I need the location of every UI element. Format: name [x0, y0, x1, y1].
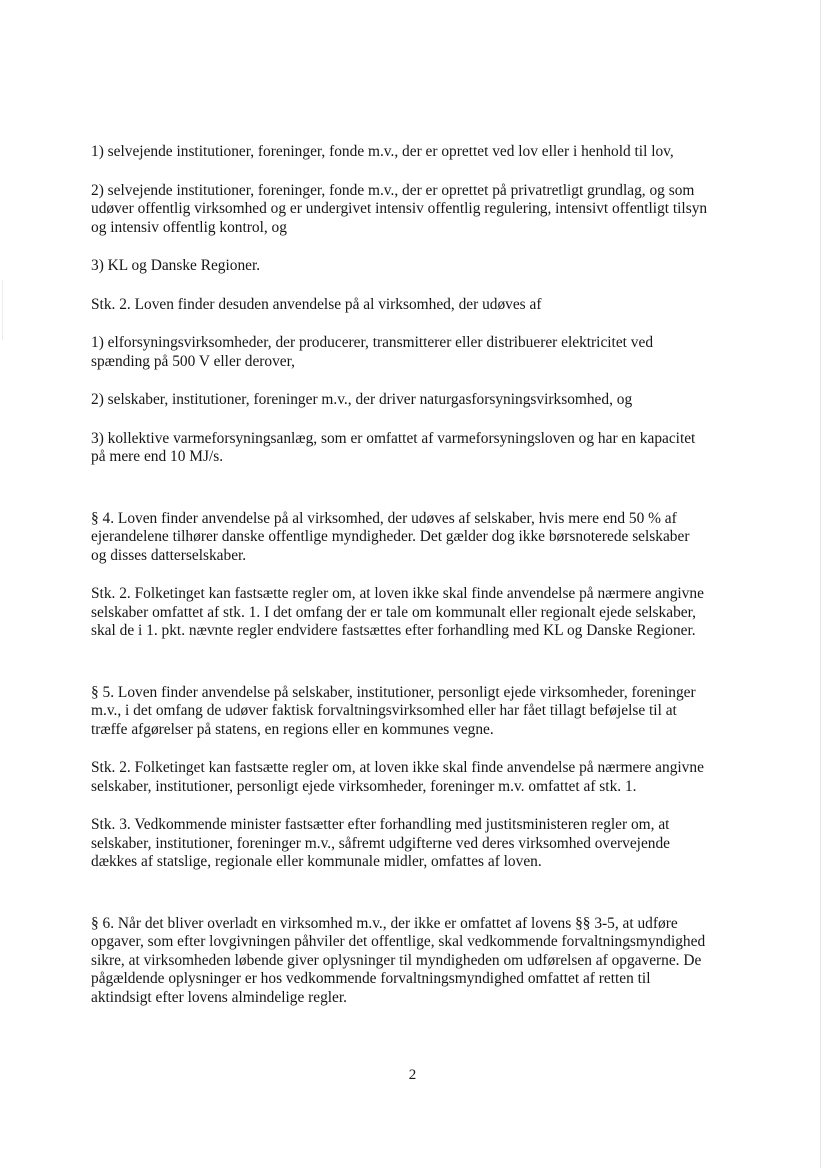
paragraph-section-5-stk2: Stk. 2. Folketinget kan fastsætte regler om, at loven ikke skal finde anvendelse på nærmere angivne selskaber, institutioner, personligt ejede virksomheder, foreninger m.v. omfattet af stk. 1.: [91, 759, 704, 795]
paragraph-item-3: 3) KL og Danske Regioner.: [91, 257, 261, 274]
page-number: 2: [408, 1067, 417, 1083]
paragraph-item-1: 1) selvejende institutioner, foreninger, fonde m.v., der er oprettet ved lov eller i henhold til lov,: [91, 143, 674, 160]
paragraph-stk2-item-1: 1) elforsyningsvirksomheder, der producerer, transmitterer eller distribuerer elektricitet ved spænding på 500 V eller derover,: [91, 334, 654, 370]
paragraph-section-6: § 6. Når det bliver overladt en virksomhed m.v., der ikke er omfattet af lovens §§ 3-5, at udføre opgaver, som efter lovgivningen påhviler det offentlige, skal vedkommende forvaltningsmyndighed sikre, at virksomheden løbende giver oplysninger til myndigheden om udførelsen af opgaverne. De pågældende oplysninger er hos vedkommende forvaltningsmyndighed omfattet af retten til aktindsigt efter lovens almindelige regler.: [91, 914, 706, 1006]
document-body: [91, 143, 741, 1007]
paragraph-section-5-stk3: Stk. 3. Vedkommende minister fastsætter efter forhandling med justitsministeren regler om, at selskaber, institutioner, foreninger m.v., såfremt udgifterne ved deres virksomhed overvejende dækkes af statslige, regionale eller kommunale midler, omfattes af loven.: [91, 816, 671, 870]
scan-edge-right: [820, 0, 821, 1168]
paragraph-stk2-intro: Stk. 2. Loven finder desuden anvendelse på al virksomhed, der udøves af: [91, 295, 542, 313]
paragraph-item-2: 2) selvejende institutioner, foreninger, fonde m.v., der er oprettet på privatretligt grundlag, og som udøver offentlig virksomhed og er undergivet intensiv offentlig regulering, intensivt offentligt tilsyn og intensiv offentlig kontrol, og: [91, 181, 708, 236]
paragraph-section-5: § 5. Loven finder anvendelse på selskaber, institutioner, personligt ejede virksomheder, foreninger m.v., i det omfang de udøver faktisk forvaltningsvirksomhed eller har fået tillagt beføjelse til at træffe afgørelser på statens, en regions eller en kommunes vegne.: [91, 683, 696, 738]
paragraph-section-4: § 4. Loven finder anvendelse på al virksomhed, der udøves af selskaber, hvis mere end 50 % af ejerandelene tilhører danske offentlige myndigheder. Det gælder dog ikke børsnoterede selskaber og disses datterselskaber.: [91, 509, 690, 564]
paragraph-stk2-item-2: 2) selskaber, institutioner, foreninger m.v., der driver naturgasforsyningsvirksomhed, og: [91, 391, 633, 408]
paragraph-stk2-item-3: 3) kollektive varmeforsyningsanlæg, som er omfattet af varmeforsyningsloven og har en kapacitet på mere end 10 MJ/s.: [91, 429, 696, 465]
scan-edge-left: [2, 280, 3, 340]
paragraph-section-4-stk2: Stk. 2. Folketinget kan fastsætte regler om, at loven ikke skal finde anvendelse på nærmere angivne selskaber omfattet af stk. 1. I det omfang der er tale om kommunalt eller regionalt ejede selskaber, skal de i 1. pkt. nævnte regler endvidere fastsættes efter forhandling med KL og Danske Regioner.: [91, 585, 704, 639]
